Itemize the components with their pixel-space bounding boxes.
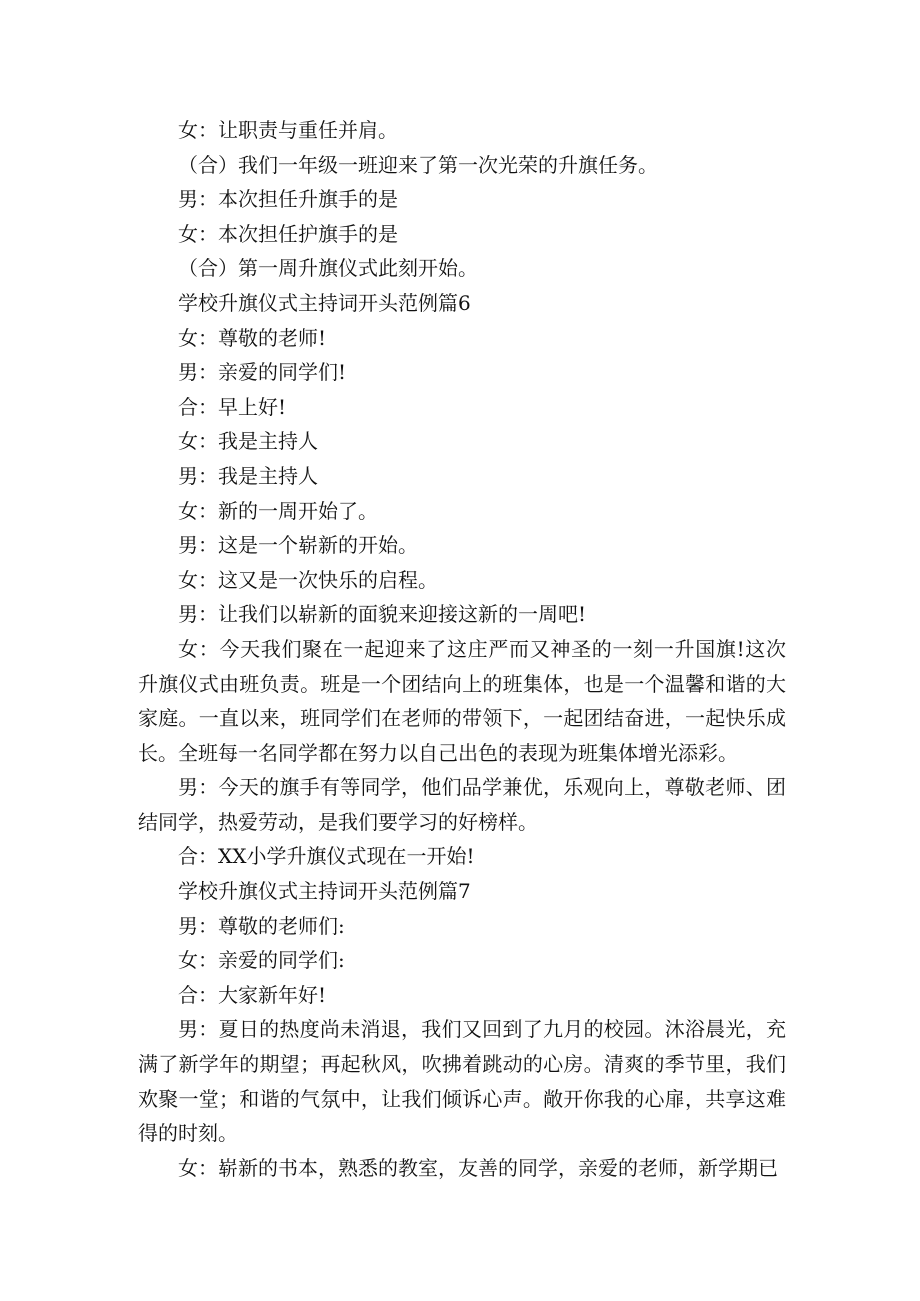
paragraph: 女：本次担任护旗手的是	[178, 221, 398, 246]
paragraph: 女：这又是一次快乐的启程。	[178, 567, 438, 592]
paragraph: 男：今天的旗手有等同学，他们品学兼优，乐观向上，尊敬老师、团结同学，热爱劳动，是我们要学习的好榜样。	[138, 775, 786, 834]
paragraph: 合：早上好!	[178, 394, 287, 419]
paragraph: 男：让我们以崭新的面貌来迎接这新的一周吧!	[178, 602, 587, 627]
paragraph: （合）我们一年级一班迎来了第一次光荣的升旗任务。	[178, 152, 658, 177]
paragraph: 男：尊敬的老师们:	[178, 913, 345, 938]
paragraph: 女：尊敬的老师!	[178, 325, 327, 350]
paragraph: 女：新的一周开始了。	[178, 498, 378, 523]
paragraph: 男：亲爱的同学们!	[178, 360, 347, 385]
paragraph: 合：大家新年好!	[178, 982, 327, 1007]
paragraph: 合：XX小学升旗仪式现在一开始!	[178, 844, 475, 869]
paragraph: 女：让职责与重任并肩。	[178, 118, 398, 142]
paragraph: 男：我是主持人	[178, 463, 318, 488]
document-body	[138, 113, 786, 1185]
paragraph: 女：我是主持人	[178, 429, 318, 454]
paragraph: 女：今天我们聚在一起迎来了这庄严而又神圣的一刻一升国旗!这次升旗仪式由班负责。班是一个团结向上的班集体，也是一个温馨和谐的大家庭。一直以来，班同学们在老师的带领下，一起团结奋进，一起快乐成长。全班每一名同学都在努力以自己出色的表现为班集体增光添彩。	[138, 636, 786, 765]
section-heading: 学校升旗仪式主持词开头范例篇6	[178, 290, 471, 315]
paragraph: 女：崭新的书本，熟悉的教室，友善的同学，亲爱的老师，新学期已	[178, 1155, 778, 1180]
paragraph: 女：亲爱的同学们:	[178, 948, 345, 973]
paragraph: （合）第一周升旗仪式此刻开始。	[178, 256, 478, 281]
section-heading: 学校升旗仪式主持词开头范例篇7	[178, 879, 471, 904]
paragraph: 男：这是一个崭新的开始。	[178, 533, 418, 558]
paragraph: 男：夏日的热度尚未消退，我们又回到了九月的校园。沐浴晨光，充满了新学年的期望；再起秋风，吹拂着跳动的心房。清爽的季节里，我们欢聚一堂；和谐的气氛中，让我们倾诉心声。敞开你我的心扉，共享这难得的时刻。	[138, 1017, 786, 1146]
paragraph: 男：本次担任升旗手的是	[178, 187, 398, 212]
